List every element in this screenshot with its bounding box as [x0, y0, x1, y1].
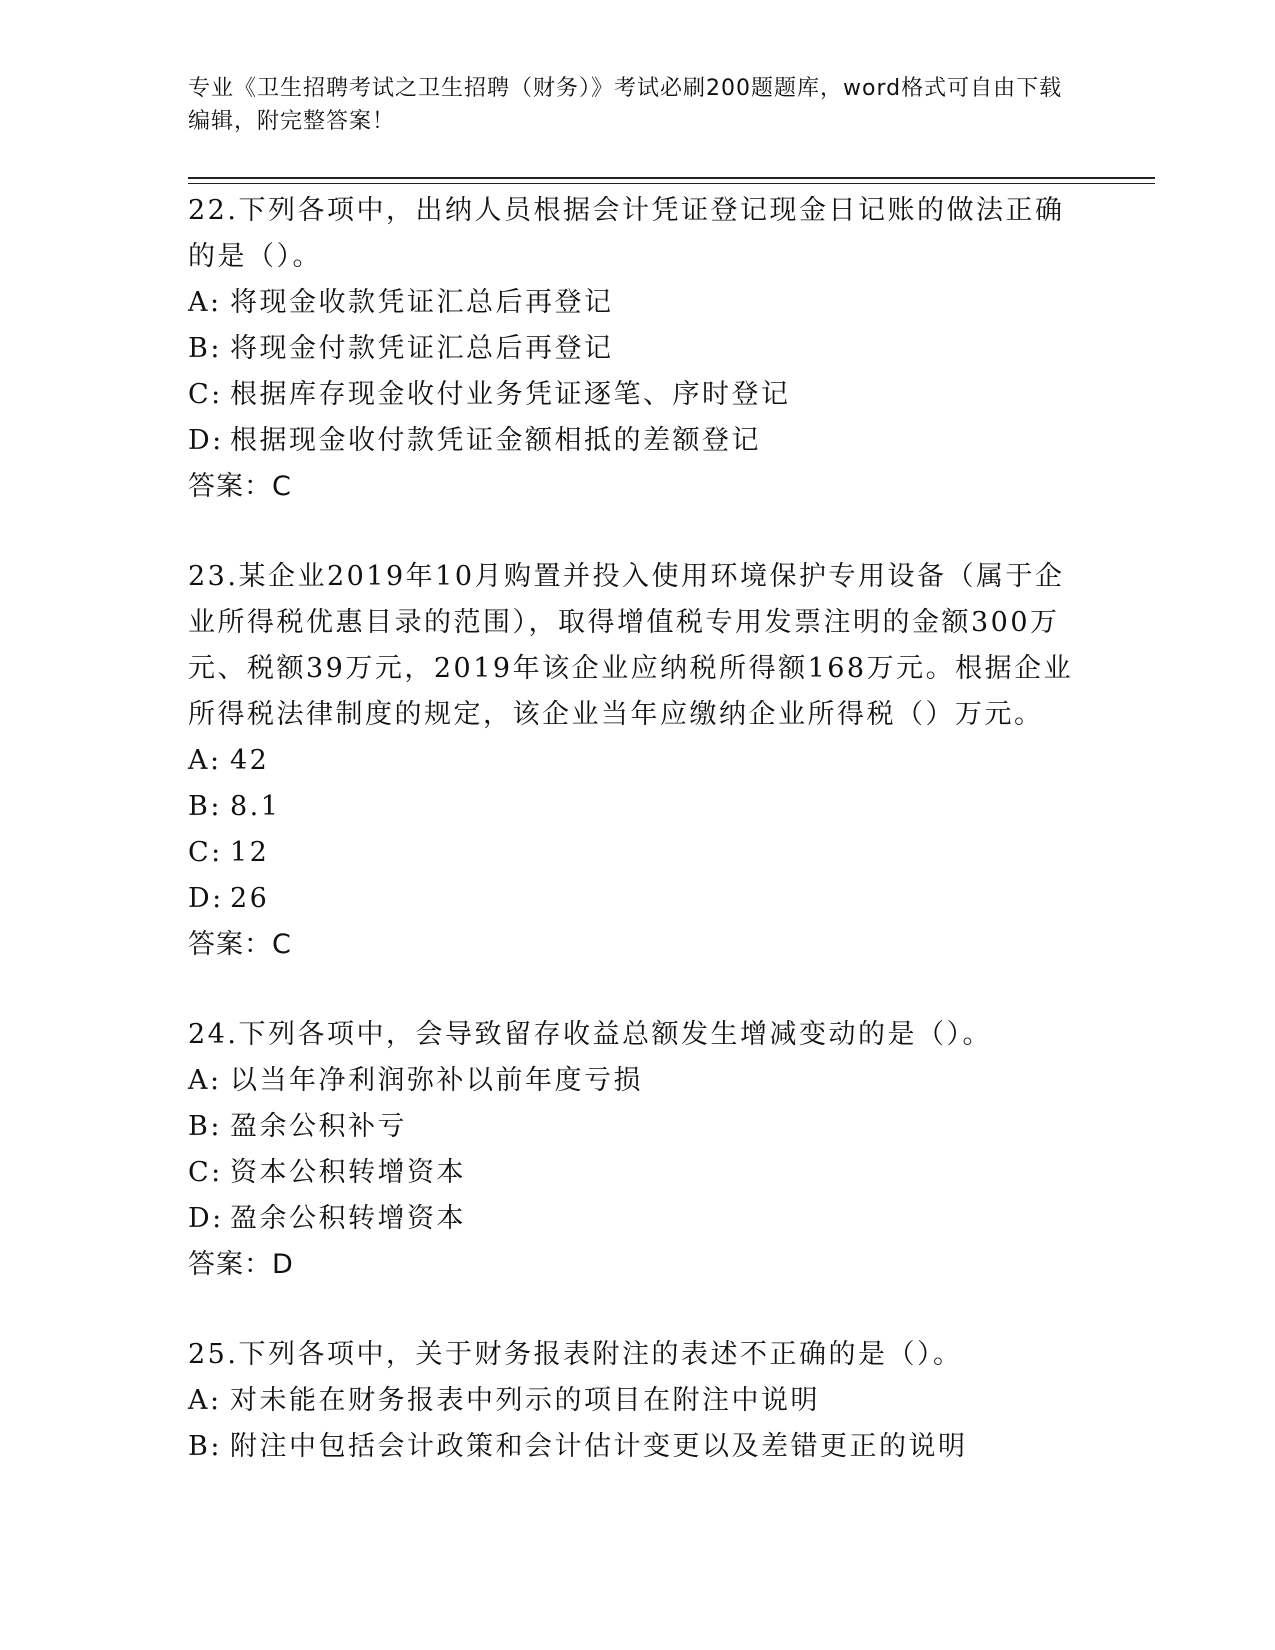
- option-text: 盈余公积转增资本: [230, 1203, 466, 1234]
- question-stem: 24.下列各项中，会导致留存收益总额发生增减变动的是（）。: [188, 1019, 992, 1050]
- option-text: 26: [230, 883, 270, 914]
- question-25: [188, 1332, 1088, 1470]
- option-letter: D:: [188, 425, 224, 456]
- option-a: [188, 1058, 1088, 1104]
- option-d: [188, 1196, 1088, 1242]
- option-text: 对未能在财务报表中列示的项目在附注中说明: [230, 1385, 820, 1416]
- option-letter: B:: [188, 1111, 222, 1142]
- question-23: [188, 554, 1088, 968]
- option-c: [188, 1150, 1088, 1196]
- option-text: 附注中包括会计政策和会计估计变更以及差错更正的说明: [230, 1431, 968, 1462]
- question-24: [188, 1012, 1088, 1288]
- option-text: 12: [230, 837, 270, 868]
- option-b: [188, 326, 1088, 372]
- answer-line: 答案：C: [188, 471, 292, 502]
- option-text: 以当年净利润弥补以前年度亏损: [230, 1065, 643, 1096]
- option-text: 盈余公积补亏: [230, 1111, 407, 1142]
- option-letter: A:: [188, 1385, 222, 1416]
- option-c: [188, 372, 1088, 418]
- option-b: [188, 1104, 1088, 1150]
- option-text: 将现金付款凭证汇总后再登记: [230, 333, 614, 364]
- option-text: 42: [230, 745, 270, 776]
- option-letter: A:: [188, 287, 222, 318]
- option-text: 资本公积转增资本: [230, 1157, 466, 1188]
- option-text: 8.1: [230, 791, 281, 822]
- option-a: [188, 280, 1088, 326]
- question-stem: 22.下列各项中，出纳人员根据会计凭证登记现金日记账的做法正确的是（）。: [188, 195, 1065, 272]
- option-b: [188, 784, 1088, 830]
- answer-line: 答案：C: [188, 929, 292, 960]
- answer-line: 答案：D: [188, 1249, 294, 1280]
- header-rule-thin: [188, 183, 1155, 184]
- option-letter: B:: [188, 333, 222, 364]
- option-text: 根据现金收付款凭证金额相抵的差额登记: [230, 425, 761, 456]
- option-b: [188, 1424, 1088, 1470]
- option-letter: A:: [188, 745, 222, 776]
- option-a: [188, 1378, 1088, 1424]
- option-letter: B:: [188, 791, 222, 822]
- option-text: 根据库存现金收付业务凭证逐笔、序时登记: [230, 379, 791, 410]
- option-letter: A:: [188, 1065, 222, 1096]
- question-stem: 25.下列各项中，关于财务报表附注的表述不正确的是（）。: [188, 1339, 963, 1370]
- option-d: [188, 876, 1088, 922]
- option-letter: D:: [188, 1203, 224, 1234]
- header-rule-thick: [188, 177, 1155, 179]
- option-letter: D:: [188, 883, 224, 914]
- option-letter: B:: [188, 1431, 222, 1462]
- document-header: 专业《卫生招聘考试之卫生招聘（财务）》考试必刷200题题库，word格式可自由下载编辑，附完整答案！: [188, 76, 1063, 134]
- option-letter: C:: [188, 379, 223, 410]
- option-c: [188, 830, 1088, 876]
- question-stem: 23.某企业2019年10月购置并投入使用环境保护专用设备（属于企业所得税优惠目录的范围），取得增值税专用发票注明的金额300万元、税额39万元，2019年该企业应纳税所得额168万元。根据企业所得税法律制度的规定，该企业当年应缴纳企业所得税（）万元。: [188, 561, 1074, 730]
- option-a: [188, 738, 1088, 784]
- option-letter: C:: [188, 837, 223, 868]
- option-text: 将现金收款凭证汇总后再登记: [230, 287, 614, 318]
- question-list: [188, 188, 1088, 1514]
- option-letter: C:: [188, 1157, 223, 1188]
- question-22: [188, 188, 1088, 510]
- option-d: [188, 418, 1088, 464]
